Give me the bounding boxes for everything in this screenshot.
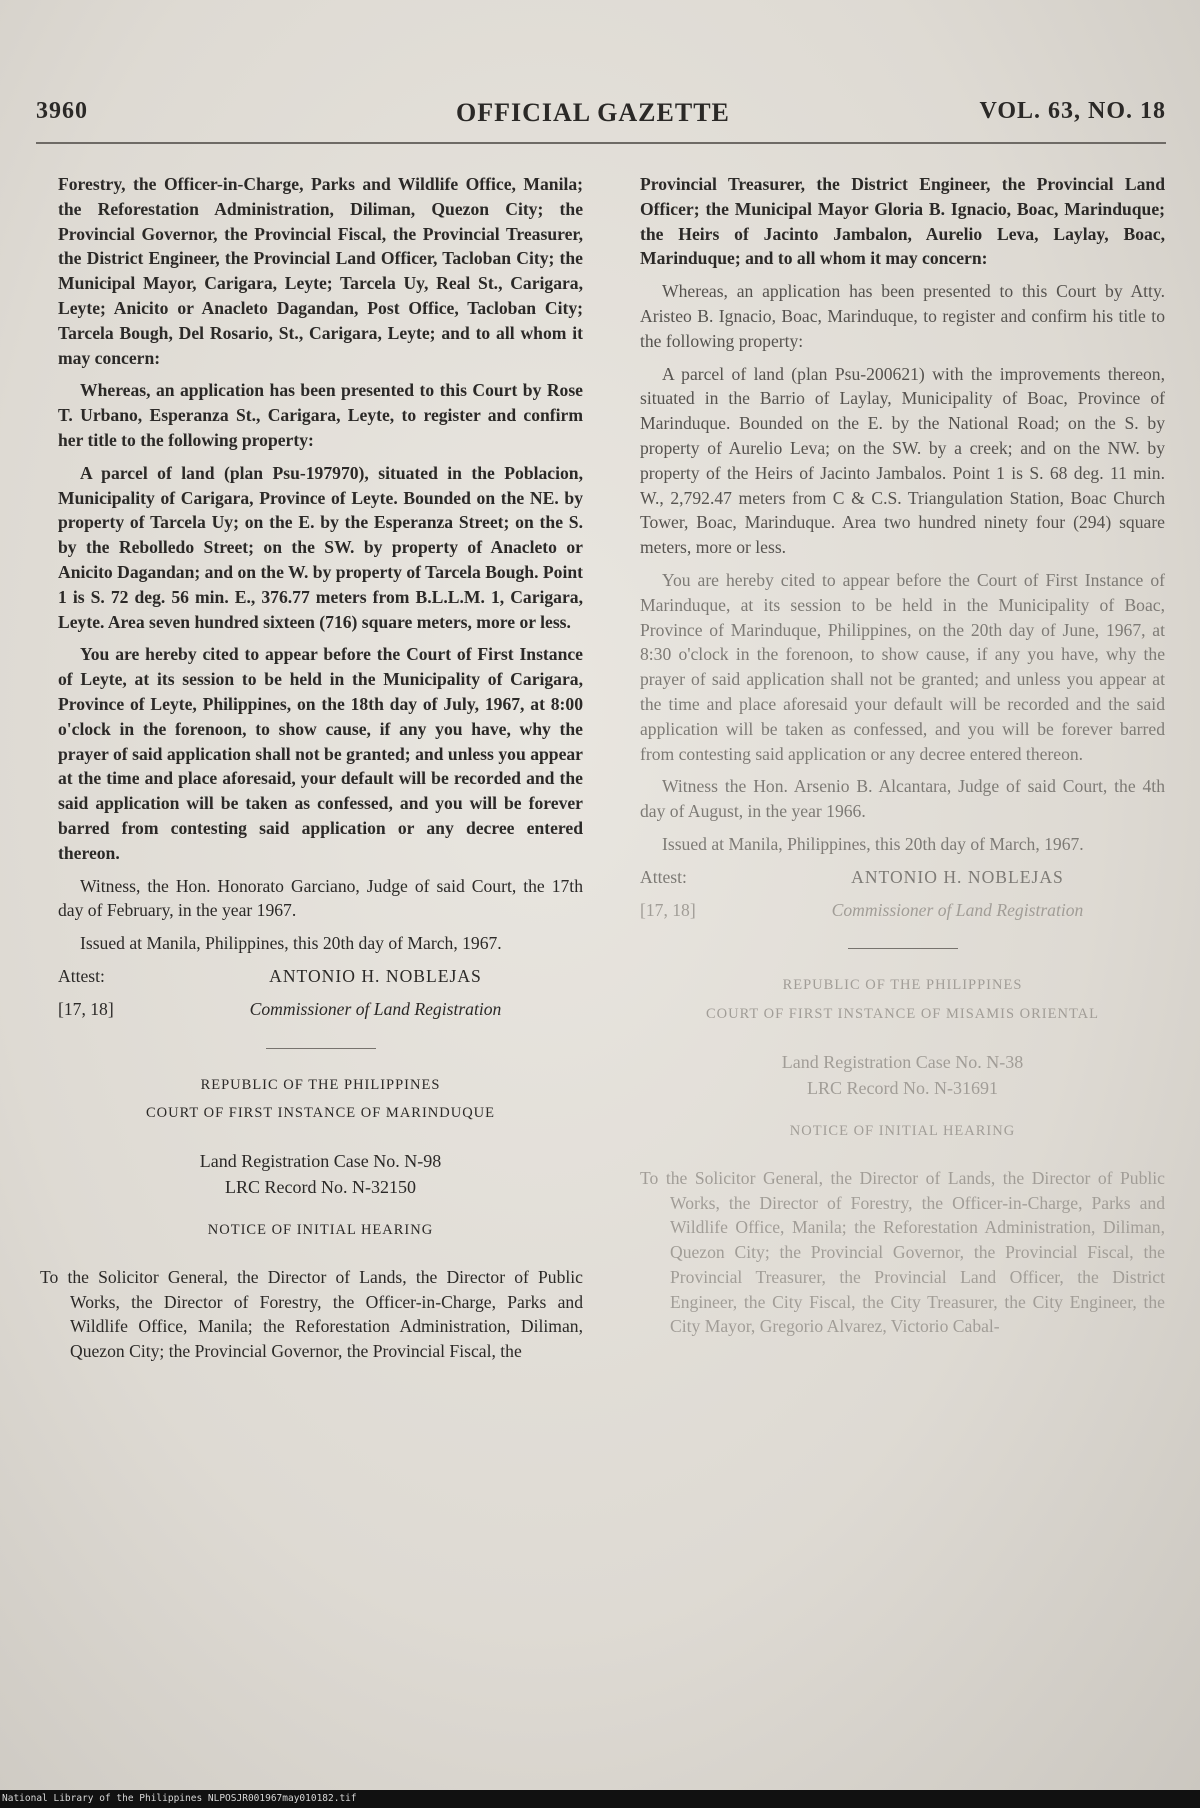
attest-name: ANTONIO H. NOBLEJAS <box>269 965 482 986</box>
attest-label: Attest: <box>58 965 105 986</box>
issue-reference: [17, 18] <box>640 899 696 920</box>
notice2-attest-title-row <box>640 898 1165 923</box>
notice2-parcel: A parcel of land (plan Psu-200621) with the improvements thereon, situated in the Barrio of Laylay, Municipality of Boac, Province of Marinduque. Bounded on the E. by the National Road; on the S. by property of Aurelio Leva; on the SW. by a creek; and on the NW. by property of the Heirs of Jacinto Jambalos. Point 1 is S. 68 deg. 11 min. W., 2,792.47 meters from C & C.S. Triangulation Station, Boac Church Tower, Boac, Marinduque. Area two hundred ninety four (294) square meters, more or less. <box>640 363 1165 558</box>
notice2-issued: Issued at Manila, Philippines, this 20th day of March, 1967. <box>662 833 1084 854</box>
notice1-witness: Witness, the Hon. Honorato Garciano, Judge of said Court, the 17th day of February, in the year 1967. <box>58 875 583 921</box>
notice1-issued: Issued at Manila, Philippines, this 20th day of March, 1967. <box>80 933 502 954</box>
notice3-republic: REPUBLIC OF THE PHILIPPINES <box>782 977 1023 994</box>
notice1-attest-row <box>58 964 583 989</box>
left-column <box>40 172 583 1372</box>
page-header <box>36 98 1166 138</box>
notice3-case-number: Land Registration Case No. N-38 <box>781 1051 1024 1072</box>
volume-number: VOL. 63, NO. 18 <box>979 98 1166 124</box>
notice2-attest-row <box>640 865 1165 890</box>
section-divider <box>848 948 958 949</box>
header-rule <box>36 142 1166 144</box>
notice2-case-number: Land Registration Case No. N-98 <box>199 1151 442 1172</box>
attest-title: Commissioner of Land Registration <box>831 899 1084 920</box>
notice1-whereas: Whereas, an application has been presented to this Court by Rose T. Urbano, Esperanza St., Carigara, Leyte, to register and confirm her title to the following property: <box>58 380 583 450</box>
notice2-addressees: To the Solicitor General, the Director of Lands, the Director of Public Works, the Director of Forestry, the Officer-in-Charge, Parks and Wildlife Office, Manila; the Reforestation Administration, Diliman, Quezon City; the Provincial Governor, the Provincial Fiscal, the <box>40 1266 583 1362</box>
right-column <box>640 172 1165 1347</box>
attest-label: Attest: <box>640 866 687 887</box>
notice2-addressees-cont: Provincial Treasurer, the District Engineer, the Provincial Land Officer; the Municipal Mayor Gloria B. Ignacio, Boac, Marinduque; the Heirs of Jacinto Jambalon, Aurelio Leva, Laylay, Boac, Marinduque; and to all whom it may concern: <box>640 174 1165 269</box>
notice1-cited: You are hereby cited to appear before the Court of First Instance of Leyte, at its session to be held in the Municipality of Carigara, Province of Leyte, Philippines, on the 18th day of July, 1967, at 8:00 o'clock in the forenoon, to show cause, if any you have, why the prayer of said application shall not be granted; and unless you appear at the time and place aforesaid, your default will be recorded and the said application will be taken as confessed, and you will be forever barred from contesting said application or any decree entered thereon. <box>58 644 583 863</box>
notice1-addressees: Forestry, the Officer-in-Charge, Parks and Wildlife Office, Manila; the Reforestation Administration, Diliman, Quezon City; the Provincial Governor, the Provincial Fiscal, the Provincial Treasurer, the District Engineer, the Provincial Land Officer, Tacloban City; the Municipal Mayor, Carigara, Leyte; Tarcela Uy, Real St., Carigara, Leyte; Anicito or Anacleto Dagandan, Post Office, Tacloban City; Tarcela Bough, Del Rosario, St., Carigara, Leyte; and to all whom it may concern: <box>58 174 583 368</box>
notice3-addressees: To the Solicitor General, the Director of Lands, the Director of Public Works, the Director of Forestry, the Officer-in-Charge, Parks and Wildlife Office, Manila; the Reforestation Administration, Diliman, Quezon City; the Provincial Governor, the Provincial Fiscal, the Provincial Treasurer, the Provincial Land Officer, the District Engineer, the City Fiscal, the City Treasurer, the City Engineer, the City Mayor, Gregorio Alvarez, Victorio Cabal- <box>640 1167 1165 1337</box>
notice2-republic: REPUBLIC OF THE PHILIPPINES <box>200 1076 441 1093</box>
notice2-record-number: LRC Record No. N-32150 <box>225 1177 416 1198</box>
scan-footer <box>0 1790 1200 1808</box>
notice3-record-number: LRC Record No. N-31691 <box>807 1077 998 1098</box>
publication-title: OFFICIAL GAZETTE <box>456 98 730 127</box>
section-divider <box>266 1048 376 1049</box>
notice2-heading: NOTICE OF INITIAL HEARING <box>207 1222 434 1239</box>
issue-reference: [17, 18] <box>58 998 114 1019</box>
notice1-attest-title-row <box>58 997 583 1022</box>
page-number: 3960 <box>36 98 88 124</box>
notice2-whereas: Whereas, an application has been presented to this Court by Atty. Aristeo B. Ignacio, Boac, Marinduque, to register and confirm his title to the following property: <box>640 281 1165 351</box>
notice1-parcel: A parcel of land (plan Psu-197970), situated in the Poblacion, Municipality of Carigara, Province of Leyte. Bounded on the NE. by property of Tarcela Uy; on the E. by the Esperanza Street; on the S. by the Rebolledo Street; on the SW. by property of Anacleto or Anicito Dagandan; and on the W. by property of Tarcela Bough. Point 1 is S. 72 deg. 56 min. E., 376.77 meters from B.L.L.M. 1, Carigara, Leyte. Area seven hundred sixteen (716) square meters, more or less. <box>58 462 583 632</box>
notice2-cited: You are hereby cited to appear before the Court of First Instance of Marinduque, at its session to be held in the Municipality of Boac, Province of Marinduque, Philippines, on the 20th day of June, 1967, at 8:30 o'clock in the forenoon, to show cause, if any you have, why the prayer of said application shall not be granted; and unless you appear at the time and place aforesaid your default will be recorded and the said application will be taken as confessed, and you will be forever barred from contesting said application or any decree entered thereon. <box>640 569 1165 764</box>
notice3-heading: NOTICE OF INITIAL HEARING <box>789 1122 1016 1139</box>
scan-label: National Library of the Philippines NLPOSJR001967may010182.tif <box>2 1793 357 1804</box>
notice2-witness: Witness the Hon. Arsenio B. Alcantara, Judge of said Court, the 4th day of August, in the year 1966. <box>640 776 1165 822</box>
notice3-court: COURT OF FIRST INSTANCE OF MISAMIS ORIENTAL <box>706 1006 1099 1023</box>
attest-title: Commissioner of Land Registration <box>249 998 502 1019</box>
attest-name: ANTONIO H. NOBLEJAS <box>851 866 1064 887</box>
notice2-court: COURT OF FIRST INSTANCE OF MARINDUQUE <box>145 1105 496 1122</box>
